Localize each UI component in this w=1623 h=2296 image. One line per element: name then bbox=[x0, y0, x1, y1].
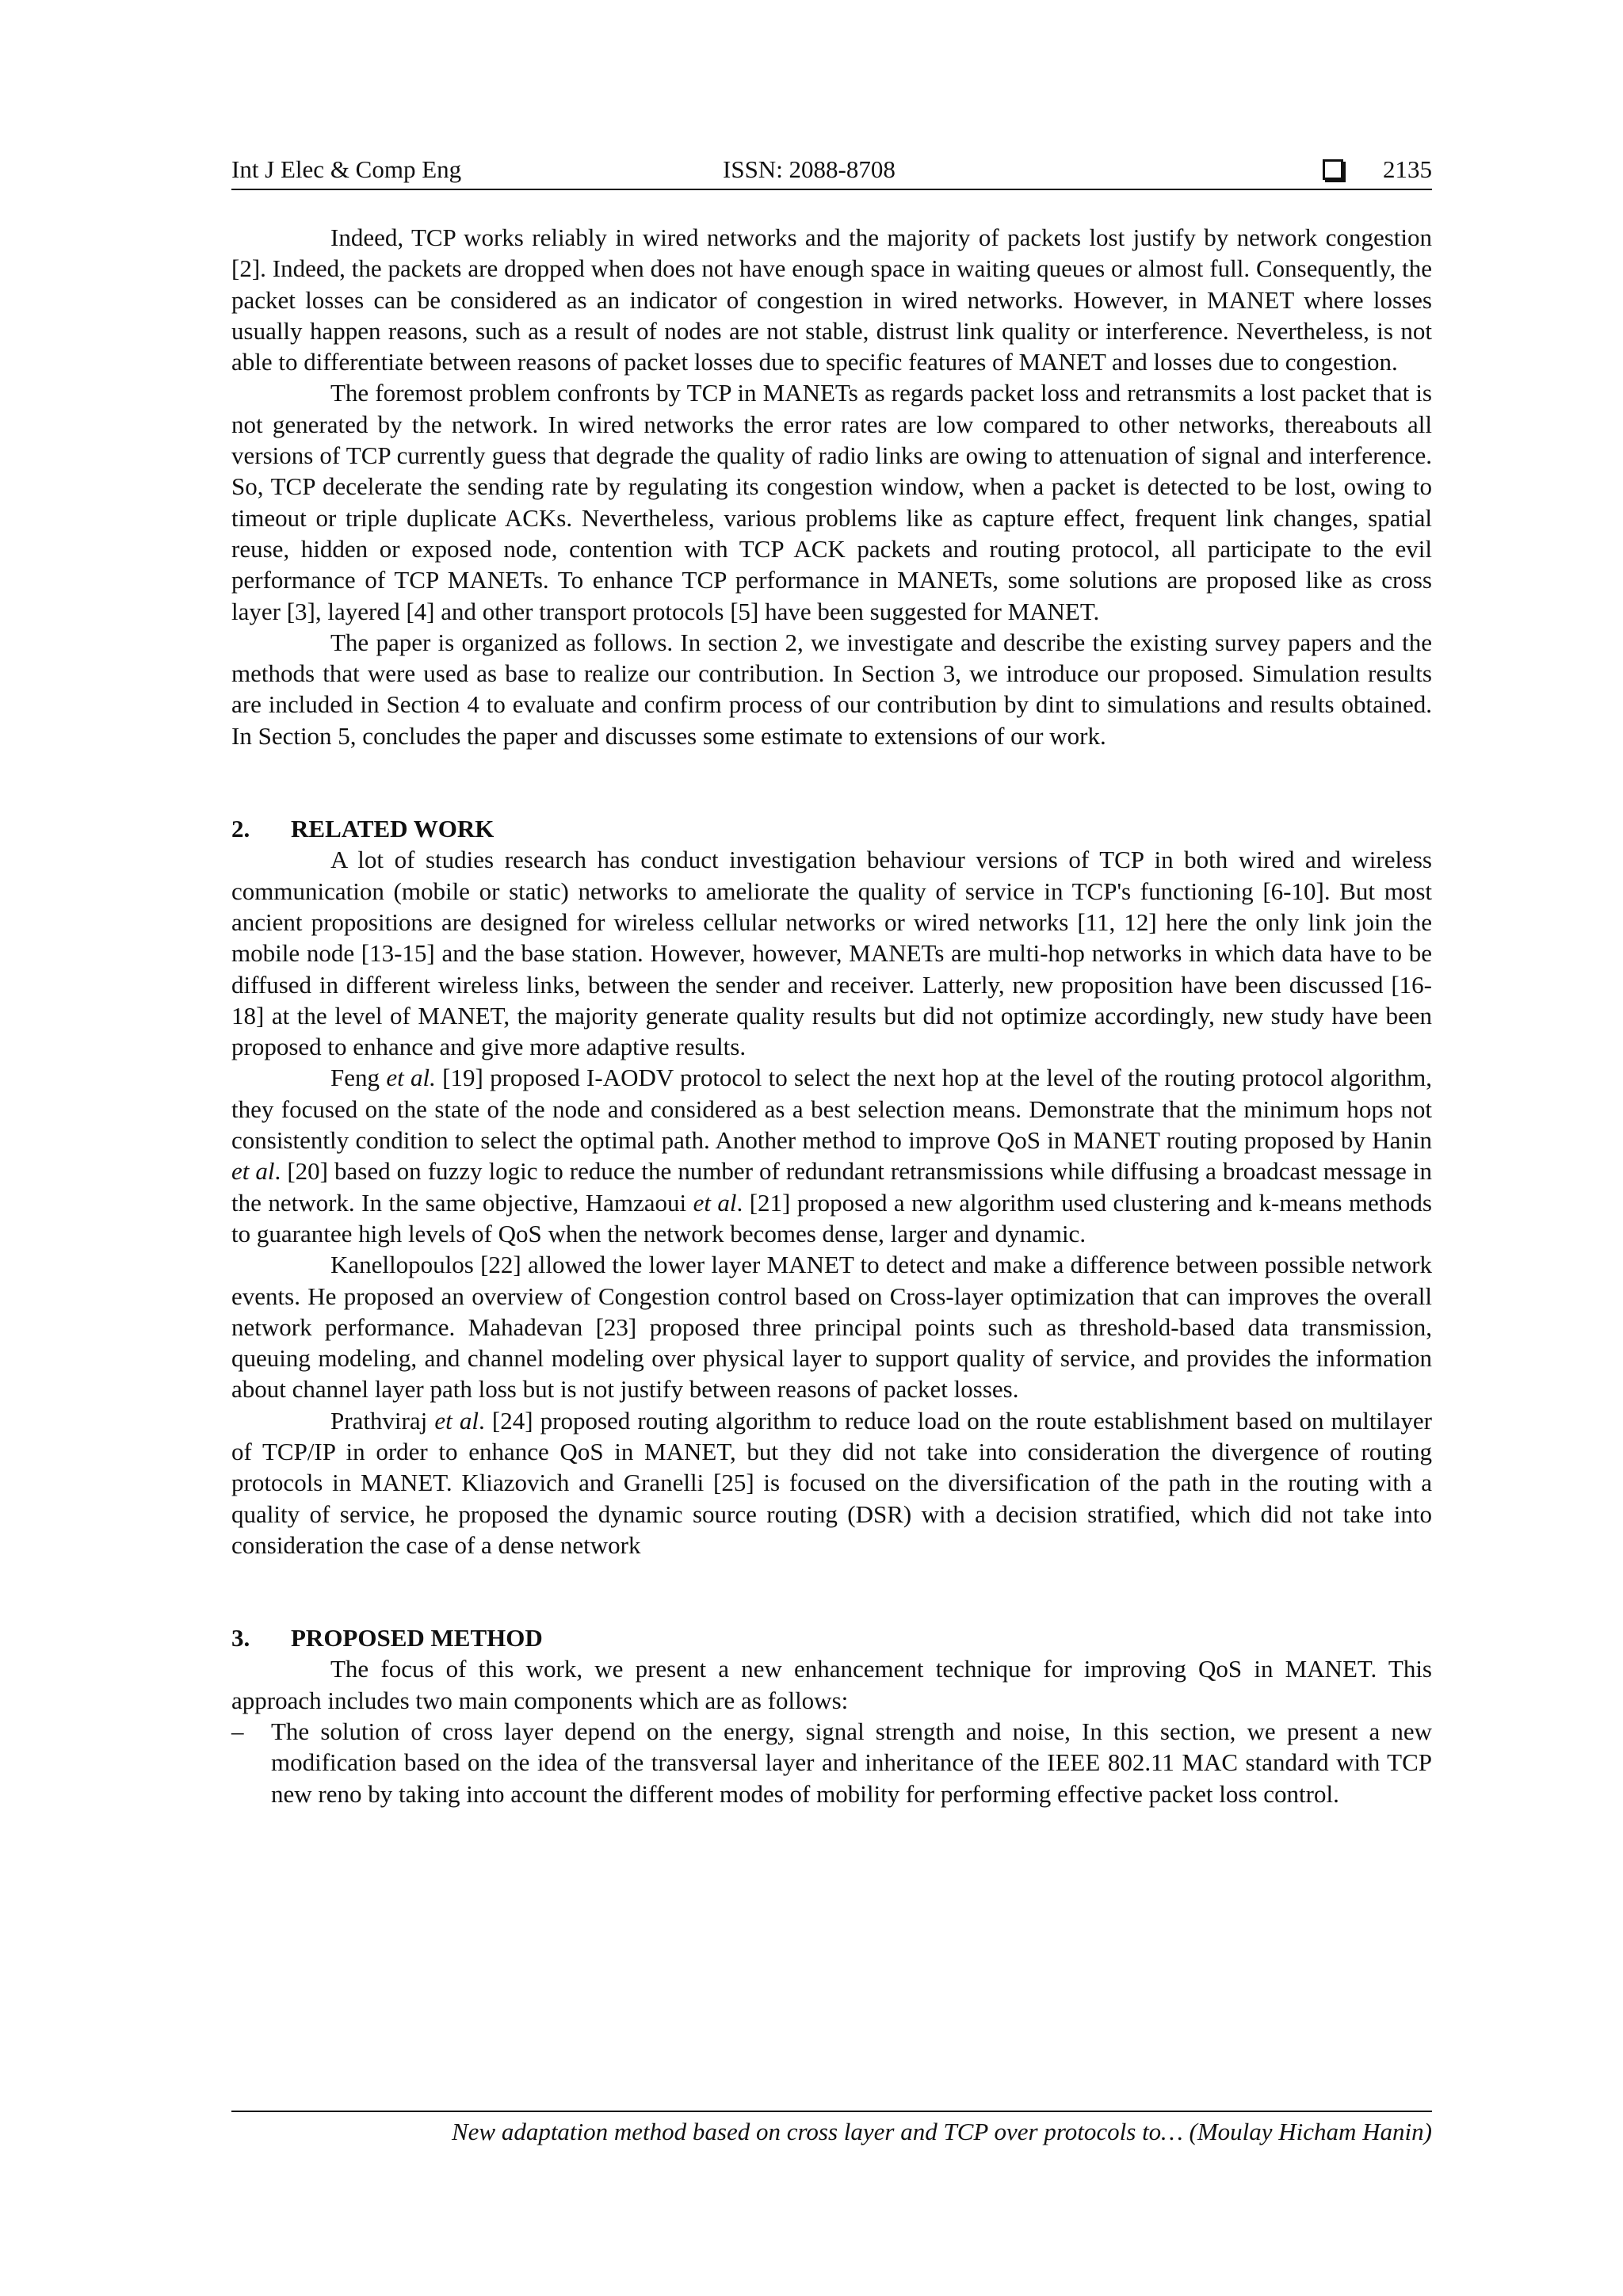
italic-et-al: et al. bbox=[386, 1064, 436, 1092]
related-work-paragraph-4 bbox=[231, 1405, 1432, 1561]
section-gap bbox=[231, 751, 1432, 813]
proposed-method-paragraph-1: The focus of this work, we present a new enhancement technique for improving QoS in MANET. This approach includes two main components which are as follows: bbox=[231, 1655, 1432, 1714]
section-2-title: RELATED WORK bbox=[291, 815, 495, 843]
running-footer: New adaptation method based on cross layer and TCP over protocols to… (Moulay Hicham Hanin) bbox=[451, 2118, 1432, 2145]
section-2-number: 2. bbox=[231, 815, 250, 843]
text-run: . [21] proposed a new algorithm used clustering and k-means methods to guarantee high levels of QoS when the network becomes dense, larger and dynamic. bbox=[231, 1188, 1432, 1247]
list-item-text: The solution of cross layer depend on the energy, signal strength and noise, In this section, we present a new modification based on the idea of the transversal layer and inheritance of the IEEE 802.11 MAC standard with TCP new reno by taking into account the different modes of mobility for performing effective packet loss control. bbox=[271, 1717, 1432, 1808]
italic-et-al: et al bbox=[693, 1188, 737, 1217]
square-box-icon bbox=[1323, 159, 1343, 180]
journal-name: Int J Elec & Comp Eng bbox=[231, 155, 462, 183]
list-item bbox=[231, 1716, 1432, 1809]
footer-rule bbox=[231, 2111, 1432, 2112]
section-2-heading bbox=[231, 813, 1432, 844]
related-work-paragraph-1: A lot of studies research has conduct investigation behaviour versions of TCP in both wired and wireless communication (mobile or static) networks to ameliorate the quality of service in TCP's functioning [6-10]. But most ancient propositions are designed for wireless cellular networks or wired networks [11, 12] here the only link join the mobile node [13-15] and the base station. However, however, MANETs are multi-hop networks in which data have to be diffused in different wireless links, between the sender and receiver. Latterly, new proposition have been discussed [16-18] at the level of MANET, the majority generate quality results but did not optimize accordingly, new study have been proposed to enhance and give more adaptive results. bbox=[231, 846, 1432, 1061]
text-run: Feng bbox=[330, 1064, 387, 1092]
issn: ISSN: 2088-8708 bbox=[723, 155, 896, 183]
text-run: [19] proposed I-AODV protocol to select the next hop at the level of the routing protocol algorithm, they focused on the state of the node and considered as a best selection means. Demonstrate that the minimum hops not consistently condition to select the optimal path. Another method to improve QoS in MANET routing proposed by Hanin bbox=[231, 1064, 1432, 1155]
text-run: . [24] proposed routing algorithm to reduce load on the route establishment based on multilayer of TCP/IP in order to enhance QoS in MANET, but they did not take into consideration the divergence of routing protocols in MANET. Kliazovich and Granelli [25] is focused on the diversification of the path in the routing with a quality of service, he proposed the dynamic source routing (DSR) with a decision stratified, which did not take into consideration the case of a dense network bbox=[231, 1406, 1432, 1559]
italic-et-al: et al bbox=[231, 1157, 275, 1186]
related-work-paragraph-2 bbox=[231, 1062, 1432, 1249]
header-rule bbox=[231, 189, 1432, 190]
related-work-paragraph-3: Kanellopoulos [22] allowed the lower layer MANET to detect and make a difference between possible network events. He proposed an overview of Congestion control based on Cross-layer optimization that can improves the overall network performance. Mahadevan [23] proposed three principal points such as threshold-based data transmission, queuing modeling, and channel modeling over physical layer to support quality of service, and provides the information about channel layer path loss but is not justify between reasons of packet losses. bbox=[231, 1251, 1432, 1404]
section-gap bbox=[231, 1561, 1432, 1622]
running-header bbox=[231, 154, 1432, 185]
text-run: Prathviraj bbox=[330, 1406, 435, 1435]
section-3-heading bbox=[231, 1622, 1432, 1653]
text-run: . [20] based on fuzzy logic to reduce the number of redundant retransmissions while diffusing a broadcast message in the network. In the same objective, Hamzaoui bbox=[231, 1157, 1432, 1217]
dash-bullet-icon: – bbox=[231, 1717, 244, 1746]
intro-paragraph-2: The foremost problem confronts by TCP in MANETs as regards packet loss and retransmits a lost packet that is not generated by the network. In wired networks the error rates are low compared to other networks, thereabouts all versions of TCP currently guess that degrade the quality of radio links are owing to attenuation of signal and interference. So, TCP decelerate the sending rate by regulating its congestion window, when a packet is detected to be lost, owing to timeout or triple duplicate ACKs. Nevertheless, various problems like as capture effect, frequent link changes, spatial reuse, hidden or exposed node, contention with TCP ACK packets and routing protocol, all participate to the evil performance of TCP MANETs. To enhance TCP performance in MANETs, some solutions are proposed like as cross layer [3], layered [4] and other transport protocols [5] have been suggested for MANET. bbox=[231, 379, 1432, 625]
page-number-box bbox=[1323, 154, 1432, 185]
section-3-title: PROPOSED METHOD bbox=[291, 1624, 543, 1652]
section-3-number: 3. bbox=[231, 1624, 250, 1652]
article-body bbox=[231, 222, 1432, 1809]
component-list bbox=[231, 1716, 1432, 1809]
italic-et-al: et al bbox=[434, 1406, 479, 1435]
intro-paragraph-1: Indeed, TCP works reliably in wired networks and the majority of packets lost justify by network congestion [2]. Indeed, the packets are dropped when does not have enough space in waiting queues or almost full. Consequently, the packet losses can be considered as an indicator of congestion in wired networks. However, in MANET where losses usually happen reasons, such as a result of nodes are not stable, distrust link quality or interference. Nevertheless, is not able to differentiate between reasons of packet losses due to specific features of MANET and losses due to congestion. bbox=[231, 223, 1432, 376]
page-number: 2135 bbox=[1383, 155, 1432, 183]
intro-paragraph-3: The paper is organized as follows. In section 2, we investigate and describe the existing survey papers and the methods that were used as base to realize our contribution. In Section 3, we introduce our proposed. Simulation results are included in Section 4 to evaluate and confirm process of our contribution by dint to simulations and results obtained. In Section 5, concludes the paper and discusses some estimate to extensions of our work. bbox=[231, 628, 1432, 750]
